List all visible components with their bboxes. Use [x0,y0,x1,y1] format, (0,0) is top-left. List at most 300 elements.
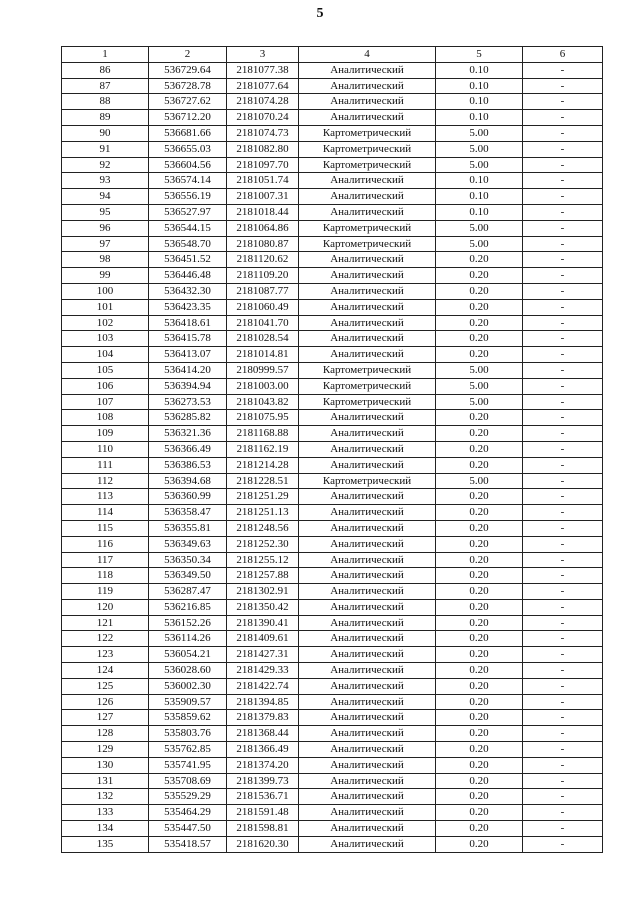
table-cell: 2181399.73 [227,773,299,789]
table-cell: 118 [62,568,149,584]
table-cell: - [523,536,603,552]
table-cell: 2181302.91 [227,584,299,600]
table-cell: 0.20 [436,599,523,615]
table-cell: 120 [62,599,149,615]
table-cell: 0.20 [436,773,523,789]
table-cell: 2181350.42 [227,599,299,615]
table-cell: 536414.20 [149,362,227,378]
table-cell: 98 [62,252,149,268]
table-cell: 536355.81 [149,520,227,536]
table-row [62,347,603,363]
table-cell: - [523,726,603,742]
table-cell: Аналитический [299,552,436,568]
table-cell: Аналитический [299,489,436,505]
table-cell: 536358.47 [149,505,227,521]
table-row [62,647,603,663]
table-cell: 2181429.33 [227,663,299,679]
table-cell: - [523,489,603,505]
table-cell: Картометрический [299,236,436,252]
table-cell: 536386.53 [149,457,227,473]
table-cell: Аналитический [299,710,436,726]
table-cell: 536418.61 [149,315,227,331]
table-cell: 536216.85 [149,599,227,615]
table-cell: 536394.94 [149,378,227,394]
table-cell: 536360.99 [149,489,227,505]
table-cell: Аналитический [299,631,436,647]
table-cell: - [523,94,603,110]
table-row [62,710,603,726]
table-cell: 2181248.56 [227,520,299,536]
table-cell: 536432.30 [149,283,227,299]
table-cell: Аналитический [299,505,436,521]
table-cell: 536451.52 [149,252,227,268]
table-cell: 111 [62,457,149,473]
table-cell: Аналитический [299,110,436,126]
table-cell: 0.20 [436,520,523,536]
table-row [62,157,603,173]
table-row [62,252,603,268]
table-cell: 536544.15 [149,220,227,236]
coordinates-table [61,46,603,853]
table-cell: 0.10 [436,204,523,220]
table-cell: 0.20 [436,805,523,821]
table-cell: 0.20 [436,252,523,268]
table-row [62,552,603,568]
table-cell: - [523,268,603,284]
table-cell: - [523,473,603,489]
table-cell: Аналитический [299,773,436,789]
table-cell: - [523,757,603,773]
table-cell: - [523,552,603,568]
header-cell: 3 [227,47,299,63]
table-cell: - [523,204,603,220]
table-row [62,631,603,647]
table-cell: 5.00 [436,473,523,489]
table-cell: - [523,252,603,268]
table-cell: 90 [62,125,149,141]
table-cell: Аналитический [299,283,436,299]
table-cell: 535529.29 [149,789,227,805]
table-cell: - [523,110,603,126]
table-cell: Аналитический [299,173,436,189]
table-cell: 109 [62,426,149,442]
table-row [62,568,603,584]
table-cell: 535418.57 [149,836,227,852]
table-row [62,125,603,141]
table-cell: 131 [62,773,149,789]
table-cell: - [523,694,603,710]
table-cell: 2181252.30 [227,536,299,552]
table-row [62,283,603,299]
table-row [62,615,603,631]
table-cell: Аналитический [299,315,436,331]
header-cell: 4 [299,47,436,63]
table-cell: Аналитический [299,678,436,694]
table-row [62,220,603,236]
table-cell: 536028.60 [149,663,227,679]
table-cell: 2181374.20 [227,757,299,773]
table-cell: Аналитический [299,252,436,268]
table-cell: 5.00 [436,394,523,410]
table-cell: - [523,457,603,473]
table-cell: 121 [62,615,149,631]
table-cell: 96 [62,220,149,236]
table-cell: 2181591.48 [227,805,299,821]
table-cell: 129 [62,742,149,758]
table-cell: 92 [62,157,149,173]
table-cell: 0.10 [436,62,523,78]
table-cell: 5.00 [436,220,523,236]
table-cell: 108 [62,410,149,426]
table-cell: Аналитический [299,726,436,742]
table-cell: Картометрический [299,125,436,141]
table-cell: 0.20 [436,710,523,726]
table-cell: 87 [62,78,149,94]
table-row [62,505,603,521]
table-cell: 0.10 [436,94,523,110]
table-cell: 2181214.28 [227,457,299,473]
table-cell: 5.00 [436,236,523,252]
table-cell: 91 [62,141,149,157]
table-row [62,663,603,679]
table-row [62,536,603,552]
table-cell: - [523,742,603,758]
table-cell: 100 [62,283,149,299]
table-cell: 0.20 [436,584,523,600]
table-row [62,678,603,694]
table-cell: 5.00 [436,157,523,173]
table-cell: Аналитический [299,426,436,442]
table-cell: Аналитический [299,757,436,773]
table-cell: - [523,615,603,631]
table-cell: Аналитический [299,520,436,536]
table-cell: 0.20 [436,268,523,284]
table-cell: 2181228.51 [227,473,299,489]
table-cell: 128 [62,726,149,742]
table-cell: 536394.68 [149,473,227,489]
table-row [62,789,603,805]
table-cell: 536321.36 [149,426,227,442]
table-cell: 536655.03 [149,141,227,157]
table-cell: 134 [62,821,149,837]
table-cell: Аналитический [299,694,436,710]
table-cell: 115 [62,520,149,536]
table-cell: 536285.82 [149,410,227,426]
table-cell: - [523,821,603,837]
table-cell: 133 [62,805,149,821]
table-cell: - [523,347,603,363]
table-cell: 0.20 [436,631,523,647]
table-cell: - [523,836,603,852]
table-cell: 536350.34 [149,552,227,568]
table-row [62,805,603,821]
table-cell: - [523,78,603,94]
table-cell: Аналитический [299,536,436,552]
table-cell: 0.20 [436,821,523,837]
table-row [62,836,603,852]
table-row [62,78,603,94]
table-header [62,47,603,63]
table-cell: 2181162.19 [227,441,299,457]
table-cell: 0.20 [436,426,523,442]
table-cell: 535803.76 [149,726,227,742]
table-cell: 122 [62,631,149,647]
table-cell: 110 [62,441,149,457]
table-row [62,94,603,110]
table-row [62,141,603,157]
table-row [62,426,603,442]
table-cell: - [523,710,603,726]
table-cell: - [523,773,603,789]
table-cell: - [523,62,603,78]
table-row [62,694,603,710]
table-cell: 0.20 [436,663,523,679]
table-cell: 2181007.31 [227,189,299,205]
table-cell: 2181427.31 [227,647,299,663]
table-row [62,110,603,126]
header-row [62,47,603,63]
table-cell: 2181041.70 [227,315,299,331]
table-cell: 105 [62,362,149,378]
table-cell: 2181409.61 [227,631,299,647]
table-cell: 0.20 [436,536,523,552]
table-cell: 536728.78 [149,78,227,94]
table-cell: 0.20 [436,789,523,805]
table-cell: 536114.26 [149,631,227,647]
table-cell: 536527.97 [149,204,227,220]
table-cell: Аналитический [299,615,436,631]
table-cell: - [523,410,603,426]
table-cell: 2181077.64 [227,78,299,94]
table-cell: Картометрический [299,220,436,236]
table-row [62,599,603,615]
table-row [62,520,603,536]
table-cell: Аналитический [299,836,436,852]
table-cell: 2181598.81 [227,821,299,837]
table-cell: 2181003.00 [227,378,299,394]
table-cell: - [523,220,603,236]
table-cell: Аналитический [299,457,436,473]
table-cell: 536349.50 [149,568,227,584]
table-cell: 2181051.74 [227,173,299,189]
table-cell: 2181120.62 [227,252,299,268]
table-cell: 0.20 [436,441,523,457]
table-cell: Аналитический [299,742,436,758]
table-cell: 135 [62,836,149,852]
table-cell: - [523,362,603,378]
table-body [62,62,603,852]
table-cell: 101 [62,299,149,315]
table-cell: 112 [62,473,149,489]
table-cell: 536446.48 [149,268,227,284]
table-cell: 2181390.41 [227,615,299,631]
table-cell: 0.20 [436,347,523,363]
table-cell: 0.20 [436,694,523,710]
table-cell: 5.00 [436,125,523,141]
table-cell: 0.20 [436,552,523,568]
table-cell: 127 [62,710,149,726]
table-cell: 2181082.80 [227,141,299,157]
table-cell: 0.10 [436,173,523,189]
table-row [62,378,603,394]
table-cell: - [523,236,603,252]
table-cell: 103 [62,331,149,347]
table-row [62,173,603,189]
table-cell: 0.20 [436,299,523,315]
table-cell: 536604.56 [149,157,227,173]
table-cell: Аналитический [299,204,436,220]
table-row [62,410,603,426]
table-cell: Аналитический [299,647,436,663]
table-cell: 536287.47 [149,584,227,600]
table-row [62,189,603,205]
table-cell: 94 [62,189,149,205]
table-row [62,773,603,789]
table-cell: 5.00 [436,362,523,378]
table-cell: Аналитический [299,189,436,205]
table-cell: - [523,789,603,805]
table-row [62,268,603,284]
table-cell: 95 [62,204,149,220]
table-cell: 2181168.88 [227,426,299,442]
table-cell: 113 [62,489,149,505]
table-cell: 86 [62,62,149,78]
table-cell: 2181368.44 [227,726,299,742]
table-cell: - [523,157,603,173]
table-cell: Аналитический [299,78,436,94]
table-cell: 2181620.30 [227,836,299,852]
table-cell: - [523,599,603,615]
table-cell: 536729.64 [149,62,227,78]
table-cell: 0.20 [436,505,523,521]
table-cell: 2181014.81 [227,347,299,363]
table-row [62,821,603,837]
table-cell: 0.10 [436,110,523,126]
table-cell: 535762.85 [149,742,227,758]
table-cell: - [523,663,603,679]
table-cell: 2181109.20 [227,268,299,284]
table-cell: 0.20 [436,315,523,331]
table-row [62,315,603,331]
table-cell: Аналитический [299,94,436,110]
table-cell: 2181043.82 [227,394,299,410]
table-cell: 132 [62,789,149,805]
table-cell: 2180999.57 [227,362,299,378]
table-cell: 0.20 [436,331,523,347]
table-cell: 125 [62,678,149,694]
table-row [62,394,603,410]
table-cell: 93 [62,173,149,189]
table-cell: 535741.95 [149,757,227,773]
table-row [62,457,603,473]
table-cell: 130 [62,757,149,773]
table-cell: 117 [62,552,149,568]
table-cell: 0.20 [436,742,523,758]
table-cell: 102 [62,315,149,331]
table-cell: 0.10 [436,189,523,205]
table-row [62,742,603,758]
table-cell: - [523,125,603,141]
table-cell: 536681.66 [149,125,227,141]
table-cell: 107 [62,394,149,410]
header-cell: 1 [62,47,149,63]
table-row [62,726,603,742]
table-cell: 0.20 [436,647,523,663]
table-cell: - [523,631,603,647]
table-cell: Аналитический [299,599,436,615]
table-cell: 2181077.38 [227,62,299,78]
table-row [62,584,603,600]
table-cell: - [523,441,603,457]
table-cell: 0.20 [436,410,523,426]
header-cell: 6 [523,47,603,63]
table-cell: Аналитический [299,789,436,805]
table-row [62,331,603,347]
header-cell: 5 [436,47,523,63]
table-cell: 536727.62 [149,94,227,110]
table-cell: - [523,331,603,347]
table-row [62,204,603,220]
table-cell: Аналитический [299,299,436,315]
table-cell: 535447.50 [149,821,227,837]
table-cell: Аналитический [299,663,436,679]
table-cell: 0.20 [436,283,523,299]
table-cell: 2181064.86 [227,220,299,236]
table-cell: 2181379.83 [227,710,299,726]
table-cell: 5.00 [436,378,523,394]
table-cell: 0.10 [436,78,523,94]
table-row [62,299,603,315]
page-number: 5 [316,6,324,21]
table-cell: 535708.69 [149,773,227,789]
table-cell: 2181422.74 [227,678,299,694]
table-cell: Аналитический [299,568,436,584]
table-cell: 2181028.54 [227,331,299,347]
table-cell: 536574.14 [149,173,227,189]
table-cell: - [523,189,603,205]
table-cell: 0.20 [436,726,523,742]
table-row [62,441,603,457]
table-cell: Аналитический [299,347,436,363]
table-cell: 2181097.70 [227,157,299,173]
table-cell: Картометрический [299,157,436,173]
table-cell: Аналитический [299,410,436,426]
table-cell: 0.20 [436,836,523,852]
table-cell: Картометрический [299,394,436,410]
table-cell: 0.20 [436,757,523,773]
table-cell: 2181251.13 [227,505,299,521]
table-cell: Аналитический [299,805,436,821]
table-cell: 2181074.73 [227,125,299,141]
table-cell: 2181394.85 [227,694,299,710]
table-cell: - [523,505,603,521]
table-cell: 0.20 [436,678,523,694]
table-cell: 2181536.71 [227,789,299,805]
table-cell: 535909.57 [149,694,227,710]
table-cell: 536366.49 [149,441,227,457]
table-cell: - [523,426,603,442]
table-cell: 119 [62,584,149,600]
table-cell: 97 [62,236,149,252]
table-cell: 536415.78 [149,331,227,347]
table-cell: 5.00 [436,141,523,157]
table-cell: Картометрический [299,473,436,489]
table-row [62,757,603,773]
table-cell: - [523,805,603,821]
table-cell: 106 [62,378,149,394]
table-row [62,489,603,505]
table-row [62,62,603,78]
